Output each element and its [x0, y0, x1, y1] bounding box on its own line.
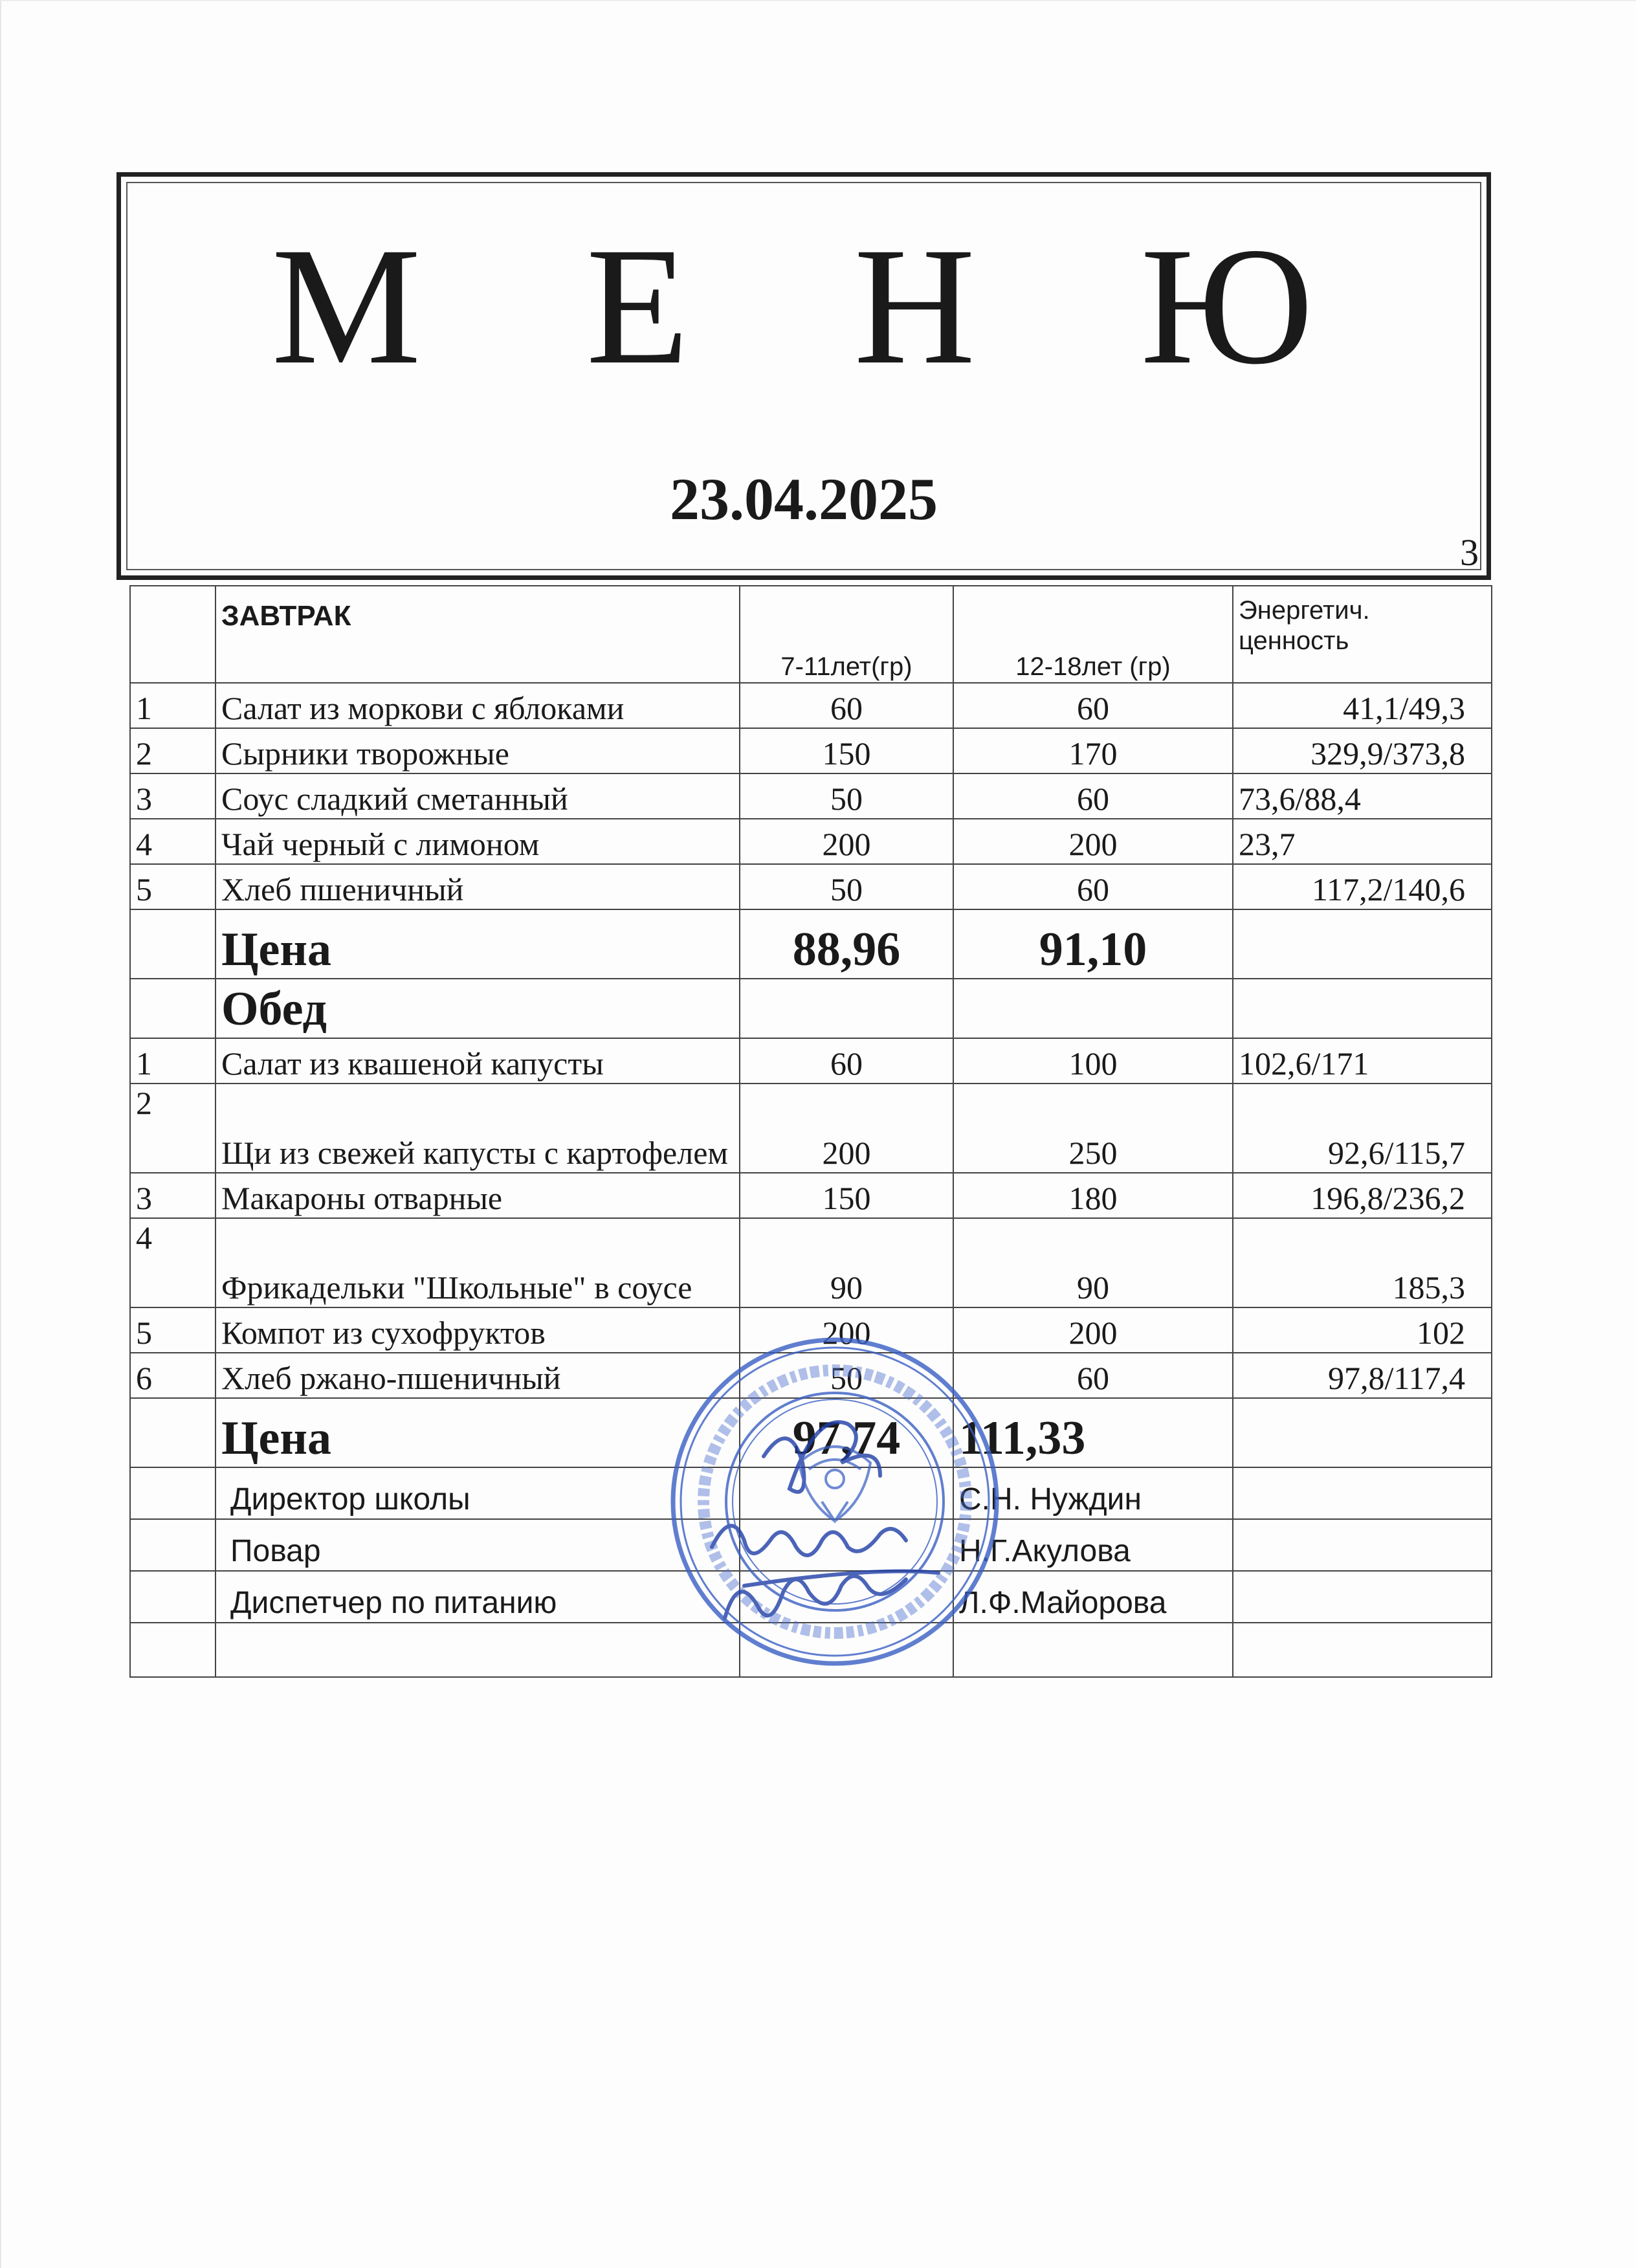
- portion-7-11: 50: [740, 864, 953, 909]
- portion-7-11: 150: [740, 1173, 953, 1218]
- dish-name: Сырники творожные: [216, 728, 740, 773]
- dish-name: Соус сладкий сметанный: [216, 773, 740, 819]
- portion-12-18: 60: [953, 864, 1233, 909]
- header-num-cell: [130, 586, 216, 683]
- dish-name: Чай черный с лимоном: [216, 819, 740, 864]
- portion-12-18: 250: [953, 1084, 1233, 1173]
- col-age-12-18: 12-18лет (гр): [953, 586, 1233, 683]
- dish-name: Макароны отварные: [216, 1173, 740, 1218]
- dish-name: Щи из свежей капусты с картофелем: [216, 1084, 740, 1173]
- menu-title: М Е Н Ю: [271, 213, 1375, 399]
- energy-value: 329,9/373,8: [1233, 728, 1492, 773]
- table-row: [130, 683, 1492, 728]
- portion-7-11: 200: [740, 819, 953, 864]
- table-row: [130, 819, 1492, 864]
- dish-name: Фрикадельки "Школьные" в соусе: [216, 1218, 740, 1307]
- sign-num-cell: [130, 1467, 216, 1519]
- price-num-cell: [130, 909, 216, 979]
- empty-cell: [130, 1623, 216, 1677]
- row-num: 1: [130, 1038, 216, 1084]
- sign-empty-cell: [1233, 1571, 1492, 1623]
- energy-value: 23,7: [1233, 819, 1492, 864]
- table-row: [130, 1173, 1492, 1218]
- row-num: 3: [130, 773, 216, 819]
- row-num: 2: [130, 1084, 216, 1173]
- energy-value: 92,6/115,7: [1233, 1084, 1492, 1173]
- title-box: [116, 172, 1491, 580]
- row-num: 4: [130, 1218, 216, 1307]
- col-energy-line2: ценность: [1239, 627, 1349, 656]
- row-num: 2: [130, 728, 216, 773]
- portion-12-18: 60: [953, 683, 1233, 728]
- dish-name: Компот из сухофруктов: [216, 1307, 740, 1353]
- energy-value: 196,8/236,2: [1233, 1173, 1492, 1218]
- col-energy-line1: Энергетич.: [1239, 596, 1370, 625]
- table-row: [130, 1038, 1492, 1084]
- energy-value: 102,6/171: [1233, 1038, 1492, 1084]
- official-stamp: [667, 1333, 1003, 1670]
- price-12-18: 111,33: [953, 1398, 1233, 1467]
- empty-cell: [216, 1623, 740, 1677]
- price-num-cell: [130, 1398, 216, 1467]
- lunch-header: Обед: [216, 979, 740, 1038]
- table-row: [130, 864, 1492, 909]
- energy-value: 97,8/117,4: [1233, 1353, 1492, 1398]
- sign-empty-cell: [1233, 1519, 1492, 1571]
- signature-role: Диспетчер по питанию: [216, 1571, 740, 1623]
- section-empty-cell: [953, 979, 1233, 1038]
- menu-date: 23.04.2025: [670, 466, 938, 532]
- price-label: Цена: [216, 909, 740, 979]
- portion-7-11: 150: [740, 728, 953, 773]
- table-row: [130, 1084, 1492, 1173]
- energy-value: 73,6/88,4: [1233, 773, 1492, 819]
- row-num: 5: [130, 1307, 216, 1353]
- portion-12-18: 60: [953, 1353, 1233, 1398]
- dish-name: Хлеб пшеничный: [216, 864, 740, 909]
- portion-12-18: 90: [953, 1218, 1233, 1307]
- portion-12-18: 180: [953, 1173, 1233, 1218]
- price-7-11: 97,74: [740, 1398, 953, 1467]
- section-empty-cell: [1233, 979, 1492, 1038]
- portion-12-18: 100: [953, 1038, 1233, 1084]
- sign-num-cell: [130, 1519, 216, 1571]
- portion-12-18: 200: [953, 1307, 1233, 1353]
- table-header-row: [130, 586, 1492, 683]
- portion-7-11: 200: [740, 1084, 953, 1173]
- sign-num-cell: [130, 1571, 216, 1623]
- row-num: 4: [130, 819, 216, 864]
- breakfast-header: ЗАВТРАК: [216, 586, 740, 683]
- energy-value: 41,1/49,3: [1233, 683, 1492, 728]
- energy-value: 185,3: [1233, 1218, 1492, 1307]
- portion-7-11: 200: [740, 1307, 953, 1353]
- price-7-11: 88,96: [740, 909, 953, 979]
- price-12-18: 91,10: [953, 909, 1233, 979]
- sign-empty-cell: [1233, 1467, 1492, 1519]
- table-row: [130, 728, 1492, 773]
- dish-name: Салат из моркови с яблоками: [216, 683, 740, 728]
- row-num: 6: [130, 1353, 216, 1398]
- signature-role: Повар: [216, 1519, 740, 1571]
- portion-7-11: 90: [740, 1218, 953, 1307]
- portion-7-11: 60: [740, 1038, 953, 1084]
- row-num: 3: [130, 1173, 216, 1218]
- breakfast-price-row: [130, 909, 1492, 979]
- portion-7-11: 60: [740, 683, 953, 728]
- price-label: Цена: [216, 1398, 740, 1467]
- portion-12-18: 200: [953, 819, 1233, 864]
- lunch-section-row: [130, 979, 1492, 1038]
- portion-12-18: 60: [953, 773, 1233, 819]
- dish-name: Салат из квашеной капусты: [216, 1038, 740, 1084]
- row-num: 1: [130, 683, 216, 728]
- signature-role: Директор школы: [216, 1467, 740, 1519]
- portion-7-11: 50: [740, 773, 953, 819]
- section-empty-cell: [740, 979, 953, 1038]
- energy-value: 117,2/140,6: [1233, 864, 1492, 909]
- price-energy-cell: [1233, 909, 1492, 979]
- energy-value: 102: [1233, 1307, 1492, 1353]
- row-num: 5: [130, 864, 216, 909]
- signature-name: Л.Ф.Майорова: [953, 1571, 1233, 1623]
- signature-name: С.Н. Нуждин: [953, 1467, 1233, 1519]
- table-row: [130, 773, 1492, 819]
- dish-name: Хлеб ржано-пшеничный: [216, 1353, 740, 1398]
- table-row: [130, 1218, 1492, 1307]
- portion-7-11: 50: [740, 1353, 953, 1398]
- col-energy: [1233, 586, 1492, 683]
- price-energy-cell: [1233, 1398, 1492, 1467]
- empty-cell: [1233, 1623, 1492, 1677]
- col-age-7-11: 7-11лет(гр): [740, 586, 953, 683]
- portion-12-18: 170: [953, 728, 1233, 773]
- signature-name: Н.Г.Акулова: [953, 1519, 1233, 1571]
- section-num-cell: [130, 979, 216, 1038]
- page-number: 3: [1460, 531, 1479, 573]
